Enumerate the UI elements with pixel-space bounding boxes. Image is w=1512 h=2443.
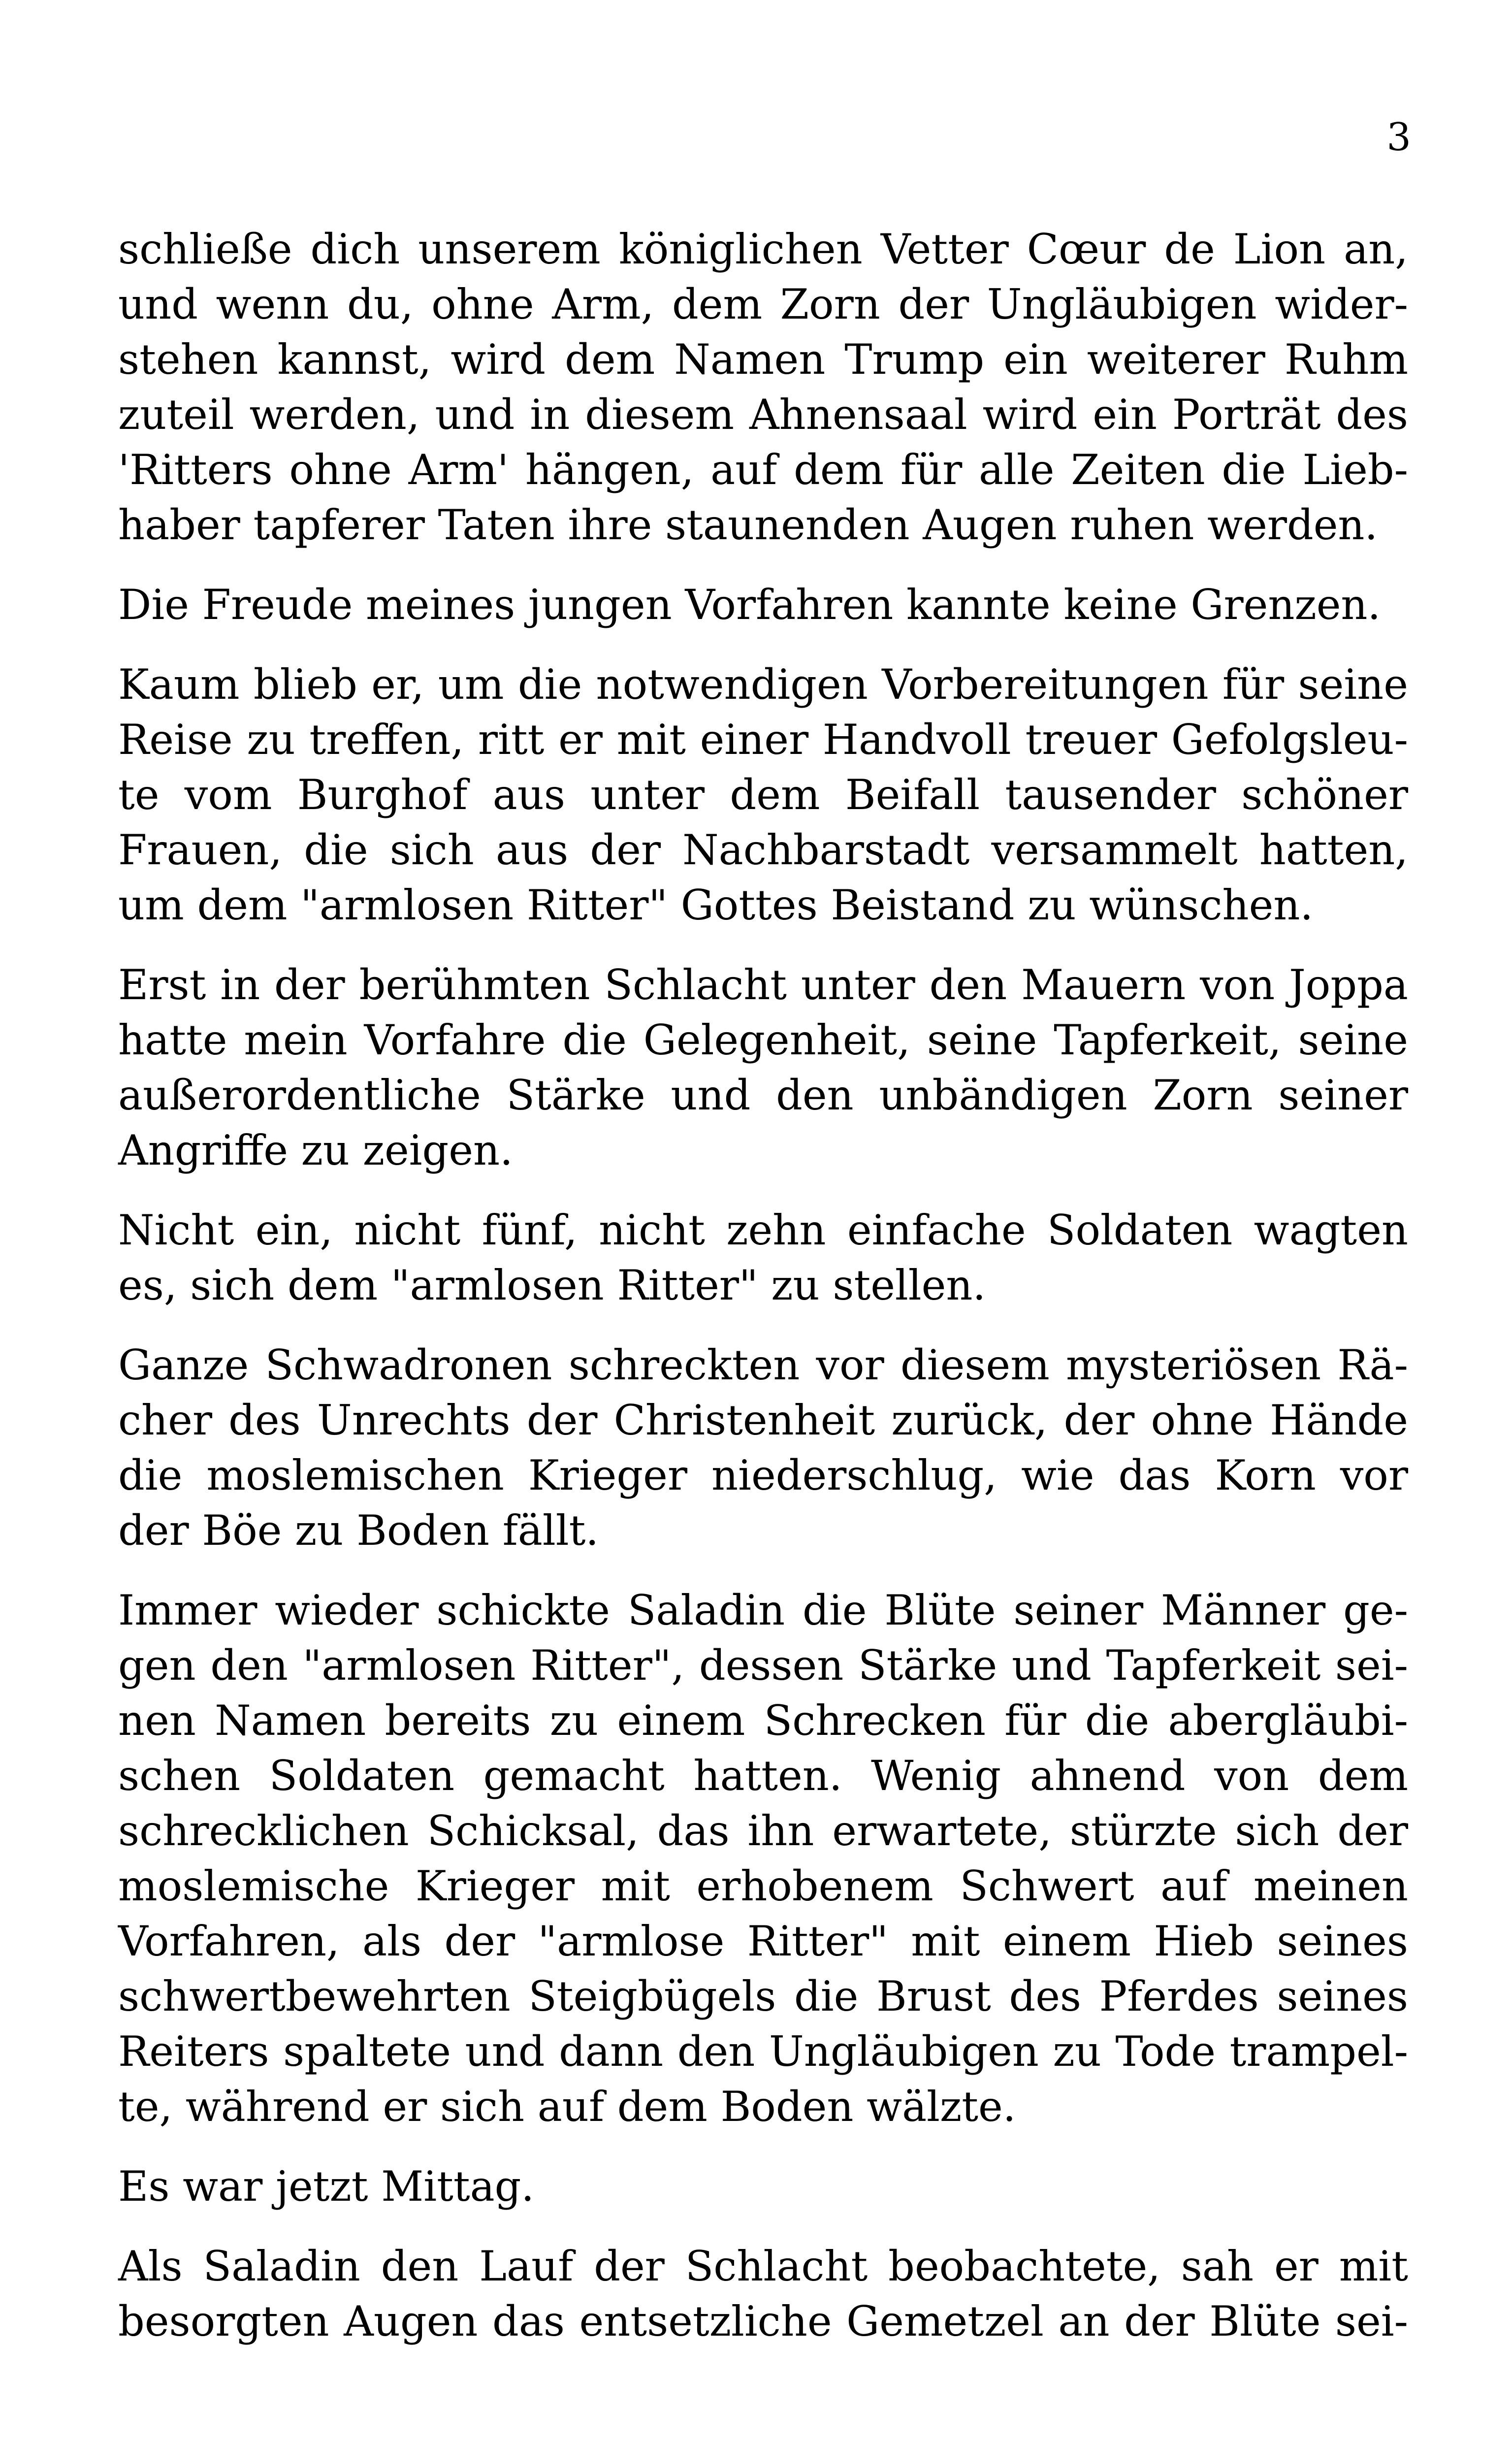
text-line: Nicht ein, nicht fünf, nicht zehn einfache Soldaten wagten (118, 1206, 1408, 1254)
text-line: Es war jetzt Mittag. (118, 2162, 535, 2211)
text-line: Reise zu treffen, ritt er mit einer Handvoll treuer Gefolgsleu- (118, 716, 1408, 764)
text-line: te vom Burghof aus unter dem Beifall tausender schöner (118, 771, 1408, 819)
text-line: cher des Unrechts der Christenheit zurück, der ohne Hände (118, 1396, 1408, 1444)
paragraph (118, 2159, 1408, 2214)
paragraph (118, 1337, 1408, 1558)
text-line: schen Soldaten gemacht hatten. Wenig ahnend von dem (118, 1752, 1408, 1800)
text-line: Ganze Schwadronen schreckten vor diesem mysteriösen Rä- (118, 1341, 1408, 1389)
paragraph (118, 657, 1408, 933)
paragraph (118, 222, 1408, 553)
paragraph (118, 1203, 1408, 1313)
text-line: schließe dich unserem königlichen Vetter Cœur de Lion an, (118, 225, 1408, 273)
text-line: hatte mein Vorfahre die Gelegenheit, seine Tapferkeit, seine (118, 1016, 1408, 1064)
text-line: Frauen, die sich aus der Nachbarstadt versammelt hatten, (118, 826, 1408, 874)
text-line: Erst in der berühmten Schlacht unter den Mauern von Joppa (118, 961, 1408, 1009)
text-line: te, während er sich auf dem Boden wälzte. (118, 2083, 1016, 2131)
text-line: Kaum blieb er, um die notwendigen Vorbereitungen für seine (118, 660, 1408, 709)
text-line: stehen kannst, wird dem Namen Trump ein weiterer Ruhm (118, 335, 1408, 384)
text-line: Vorfahren, als der "armlose Ritter" mit einem Hieb seines (118, 1917, 1408, 1965)
paragraph (118, 2239, 1408, 2349)
paragraph (118, 577, 1408, 632)
text-line: 'Ritters ohne Arm' hängen, auf dem für alle Zeiten die Lieb- (118, 446, 1408, 494)
text-line: nen Namen bereits zu einem Schrecken für die abergläubi- (118, 1696, 1408, 1745)
paragraph (118, 957, 1408, 1178)
text-line: außerordentliche Stärke und den unbändigen Zorn seiner (118, 1071, 1408, 1119)
text-line: die moslemischen Krieger niederschlug, wie das Korn vor (118, 1451, 1408, 1499)
paragraph (118, 1583, 1408, 2134)
text-line: schwertbewehrten Steigbügels die Brust des Pferdes seines (118, 1972, 1408, 2020)
text-line: Angriffe zu zeigen. (118, 1126, 513, 1174)
text-line: haber tapferer Taten ihre staunenden Augen ruhen werden. (118, 501, 1378, 549)
text-line: Die Freude meines jungen Vorfahren kannte keine Grenzen. (118, 581, 1381, 629)
text-line: Reiters spaltete und dann den Ungläubigen zu Tode trampel- (118, 2027, 1408, 2076)
text-line: Immer wieder schickte Saladin die Blüte seiner Männer ge- (118, 1586, 1408, 1634)
text-line: zuteil werden, und in diesem Ahnensaal wird ein Porträt des (118, 391, 1408, 439)
text-line: besorgten Augen das entsetzliche Gemetzel an der Blüte sei- (118, 2297, 1408, 2345)
text-line: moslemische Krieger mit erhobenem Schwert auf meinen (118, 1862, 1408, 1910)
text-line: schrecklichen Schicksal, das ihn erwartete, stürzte sich der (118, 1807, 1408, 1855)
text-line: Als Saladin den Lauf der Schlacht beobachtete, sah er mit (118, 2242, 1408, 2290)
page-number: 3 (1386, 115, 1411, 160)
text-line: gen den "armlosen Ritter", dessen Stärke und Tapferkeit sei- (118, 1641, 1408, 1690)
text-line: und wenn du, ohne Arm, dem Zorn der Ungläubigen wider- (118, 280, 1408, 328)
text-line: der Böe zu Boden fällt. (118, 1506, 599, 1555)
text-line: es, sich dem "armlosen Ritter" zu stellen. (118, 1261, 986, 1309)
text-line: um dem "armlosen Ritter" Gottes Beistand zu wünschen. (118, 881, 1314, 929)
text-column (118, 222, 1408, 2374)
